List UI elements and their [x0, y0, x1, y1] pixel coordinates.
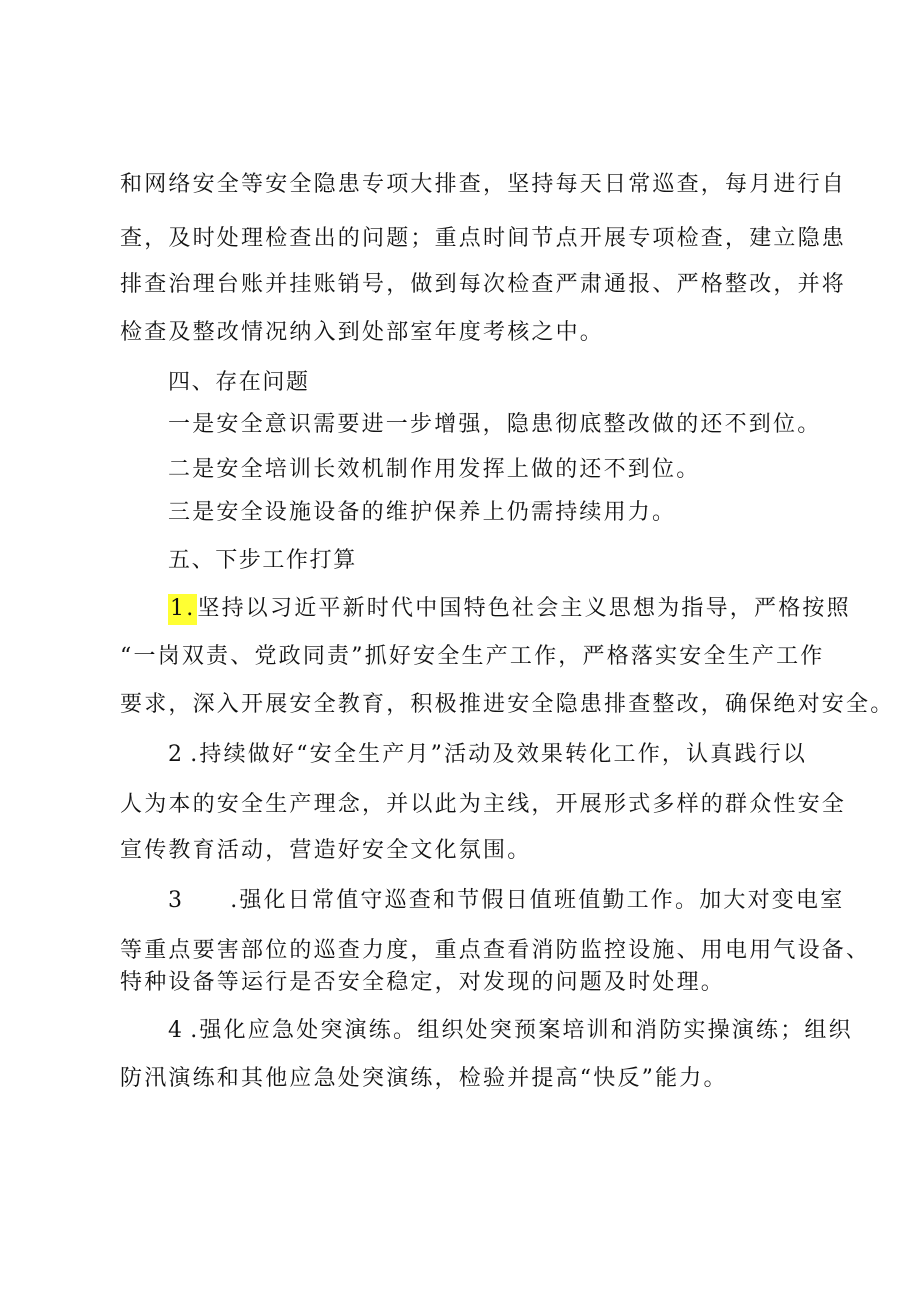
plan-item-text: .持续做好“安全生产月”活动及效果转化工作，认真践行以 — [190, 742, 808, 767]
paragraph-line: “一岗双责、党政同责”抓好安全生产工作，严格落实安全生产工作 — [120, 644, 825, 669]
paragraph-line: 人为本的安全生产理念，并以此为主线，开展形式多样的群众性安全 — [120, 792, 847, 817]
problem-item: 一是安全意识需要进一步增强，隐患彻底整改做的还不到位。 — [168, 412, 822, 437]
plan-item-4-first-line — [168, 1016, 853, 1046]
section-heading-problems: 四、存在问题 — [168, 370, 310, 395]
paragraph-line: 检查及整改情况纳入到处部室年度考核之中。 — [120, 320, 605, 345]
paragraph-line: 特种设备等运行是否安全稳定，对发现的问题及时处理。 — [120, 970, 726, 995]
paragraph-line: 要求，深入开展安全教育，积极推进安全隐患排查整改，确保绝对安全。 — [120, 692, 895, 717]
paragraph-line: 防汛演练和其他应急处突演练，检验并提高“快反”能力。 — [120, 1066, 728, 1091]
paragraph-line: 排查治理台账并挂账销号，做到每次检查严肃通报、严格整改，并将 — [120, 272, 847, 297]
paragraph-line: 和网络安全等安全隐患专项大排查，坚持每天日常巡查，每月进行自 — [120, 172, 847, 197]
item-number: 3 — [168, 888, 185, 913]
plan-item-1-first-line — [168, 594, 851, 624]
paragraph-line: 宣传教育活动，营造好安全文化氛围。 — [120, 838, 532, 863]
paragraph-line: 等重点要害部位的巡查力度，重点查看消防监控设施、用电用气设备、 — [120, 938, 871, 963]
problem-item: 三是安全设施设备的维护保养上仍需持续用力。 — [168, 500, 677, 525]
item-number: 4 — [168, 1018, 185, 1043]
highlighted-item-number: 1. — [168, 594, 197, 625]
plan-item-3-first-line — [168, 886, 844, 916]
plan-item-text: .强化应急处突演练。组织处突预案培训和消防实操演练；组织 — [190, 1018, 853, 1043]
paragraph-line: 查，及时处理检查出的问题；重点时间节点开展专项检查，建立隐患 — [120, 226, 847, 251]
plan-item-text: .强化日常值守巡查和节假日值班值勤工作。加大对变电室 — [230, 888, 845, 913]
plan-item-text: 坚持以习近平新时代中国特色社会主义思想为指导，严格按照 — [197, 596, 851, 621]
problem-item: 二是安全培训长效机制作用发挥上做的还不到位。 — [168, 457, 701, 482]
section-heading-next-steps: 五、下步工作打算 — [168, 548, 357, 573]
plan-item-2-first-line — [168, 740, 807, 770]
item-number: 2 — [168, 742, 185, 767]
